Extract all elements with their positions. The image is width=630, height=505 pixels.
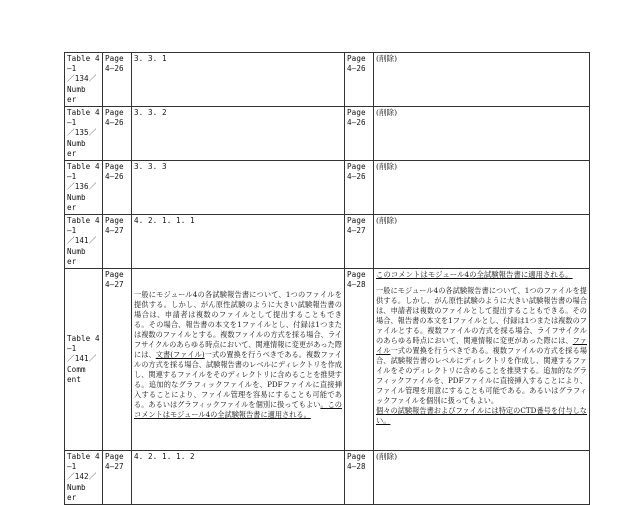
page-new-label: Page	[347, 216, 366, 226]
page-new-number: 4—28	[347, 280, 366, 290]
page-new-label: Page	[347, 452, 366, 462]
change-cell: (削除)	[374, 161, 590, 215]
change-cell: (削除)	[374, 53, 590, 107]
page-old-label: Page	[105, 108, 124, 118]
table-ref-line2: ／134／Numb	[67, 74, 97, 94]
table-ref-line1: Table 4—1	[67, 216, 100, 236]
page-new-number: 4—26	[347, 64, 366, 74]
page-new-cell	[345, 53, 374, 107]
page-old-number: 4—27	[105, 462, 124, 472]
page-new-label: Page	[347, 270, 366, 280]
table-row	[65, 107, 590, 161]
table-row	[65, 215, 590, 269]
table-ref-cell	[65, 161, 103, 215]
old-text-before: 一般にモジュール4の各試験報告書について、1つのファイルを提供する。しかし、がん原性試験のように大きい試験報告書の場合は、申請者は複数のファイルとして提出することもできる。その場合、報告書の本文を1ファイルとし、付録は1つまたは複数のファイルとする。複数ファイルの方式を採る場合、ライフサイクルのあらゆる時点において、関連情報に変更があった際には、	[134, 290, 342, 360]
old-text-paragraph	[134, 290, 342, 420]
page-old-number: 4—27	[105, 226, 124, 236]
table-ref-line2: ／141／Comm	[67, 354, 97, 374]
table-ref-line1: Table 4—1	[67, 54, 100, 74]
new-text-cell	[374, 269, 590, 451]
page-new-cell	[345, 451, 374, 505]
page-new-cell	[345, 161, 374, 215]
new-heading-note: このコメントはモジュール4の全試験報告書に適用される。	[376, 270, 573, 280]
table-ref-cell	[65, 215, 103, 269]
table-ref-line2: ／135／Numb	[67, 128, 97, 148]
new-text-after: 一式の置換を行うべきである。複数ファイルの方式を採る場合、試験報告書のレベルにディレクトリを作成し、関連するファイルをそのディレクトリに含めることを推奨する。追加的なグラフィックファイルを、PDFファイルに直接挿入することにより、ファイル管理を用意にすることも可能である。あるいはグラフィックファイルを個別に扱ってもよい。	[376, 346, 587, 406]
table-ref-line1: Table 4—1	[67, 108, 100, 128]
table-ref-line1: Table 4—1	[67, 452, 100, 472]
page-old-label: Page	[105, 216, 124, 226]
section-cell: 3. 3. 1	[132, 53, 345, 107]
section-cell: 3. 3. 3	[132, 161, 345, 215]
page-old-cell	[103, 269, 132, 451]
comparison-table	[64, 52, 590, 505]
page-old-cell	[103, 215, 132, 269]
page-new-label: Page	[347, 54, 366, 63]
table-ref-line3: er	[67, 94, 77, 104]
table-ref-line3: er	[67, 148, 77, 158]
table-ref-line2: ／142／Numb	[67, 472, 97, 492]
page-new-cell	[345, 215, 374, 269]
table-row-comment	[65, 269, 590, 451]
page-old-number: 4—26	[105, 118, 124, 128]
page-old-label: Page	[105, 270, 124, 280]
page-old-cell	[103, 161, 132, 215]
old-text-underlined: 文書(ファイル)	[155, 350, 205, 360]
table-ref-line1: Table 4—1	[67, 162, 100, 182]
page-old-label: Page	[105, 54, 124, 63]
change-cell: (削除)	[374, 107, 590, 161]
table-ref-line1: Table 4—1	[67, 334, 100, 354]
table-ref-line3: ent	[67, 374, 82, 384]
new-text-underlined: ファイル	[376, 336, 587, 356]
table-row	[65, 161, 590, 215]
page-new-cell	[345, 269, 374, 451]
change-cell: (削除)	[374, 451, 590, 505]
section-cell: 4. 2. 1. 1. 2	[132, 451, 345, 505]
page-old-number: 4—26	[105, 64, 124, 74]
table-row	[65, 53, 590, 107]
change-cell: (削除)	[374, 215, 590, 269]
page-old-cell	[103, 451, 132, 505]
table-ref-line3: er	[67, 256, 77, 266]
page-old-number: 4—27	[105, 280, 124, 290]
new-text-paragraph	[376, 286, 587, 406]
page-new-number: 4—27	[347, 226, 366, 236]
page-new-cell	[345, 107, 374, 161]
table-row	[65, 451, 590, 505]
table-ref-cell	[65, 107, 103, 161]
new-text-before: 一般にモジュール4の各試験報告書について、1つのファイルを提供する。しかし、がん原性試験のように大きい試験報告書の場合は、申請者は複数のファイルとして提出することもできる。その場合、報告書の本文を1ファイルとし、付録は1つまたは複数のファイルとする。複数ファイルの方式を採る場合、ライフサイクルのあらゆる時点において、関連情報に変更があった際には、	[376, 286, 587, 346]
section-cell: 3. 3. 2	[132, 107, 345, 161]
table-ref-cell	[65, 53, 103, 107]
table-ref-line3: er	[67, 492, 77, 502]
section-cell: 4. 2. 1. 1. 1	[132, 215, 345, 269]
old-text-after: 一式の置換を行うべきである。複数ファイルの方式を採る場合、試験報告書のレベルにディレクトリを作成し、関連するファイルをそのディレクトリに含めることを推奨する。追加的なグラフィックファイルを、PDFファイルに直接挿入することにより、ファイル管理を容易にすることも可能である。あるいはグラフィックファイルを個別に扱ってもよい	[134, 350, 342, 410]
page-old-cell	[103, 53, 132, 107]
page-old-number: 4—26	[105, 172, 124, 182]
table-ref-line2: ／141／Numb	[67, 236, 97, 256]
page-new-label: Page	[347, 108, 366, 118]
page-new-number: 4—26	[347, 172, 366, 182]
page-new-number: 4—26	[347, 118, 366, 128]
table-ref-line3: er	[67, 202, 77, 212]
table-ref-line2: ／136／Numb	[67, 182, 97, 202]
new-text-added-note: 個々の試験報告書およびファイルには特定のCTD番号を付与しない。	[376, 406, 587, 426]
old-text-deleted-note: 。このコメントはモジュール4の全試験報告書に適用される。	[134, 400, 342, 420]
spacer	[134, 270, 342, 290]
page-new-label: Page	[347, 162, 366, 172]
old-text-cell	[132, 269, 345, 451]
page-old-cell	[103, 107, 132, 161]
table-ref-cell	[65, 451, 103, 505]
page-old-label: Page	[105, 162, 124, 172]
page-new-number: 4—28	[347, 462, 366, 472]
table-ref-cell	[65, 269, 103, 451]
page-old-label: Page	[105, 452, 124, 462]
